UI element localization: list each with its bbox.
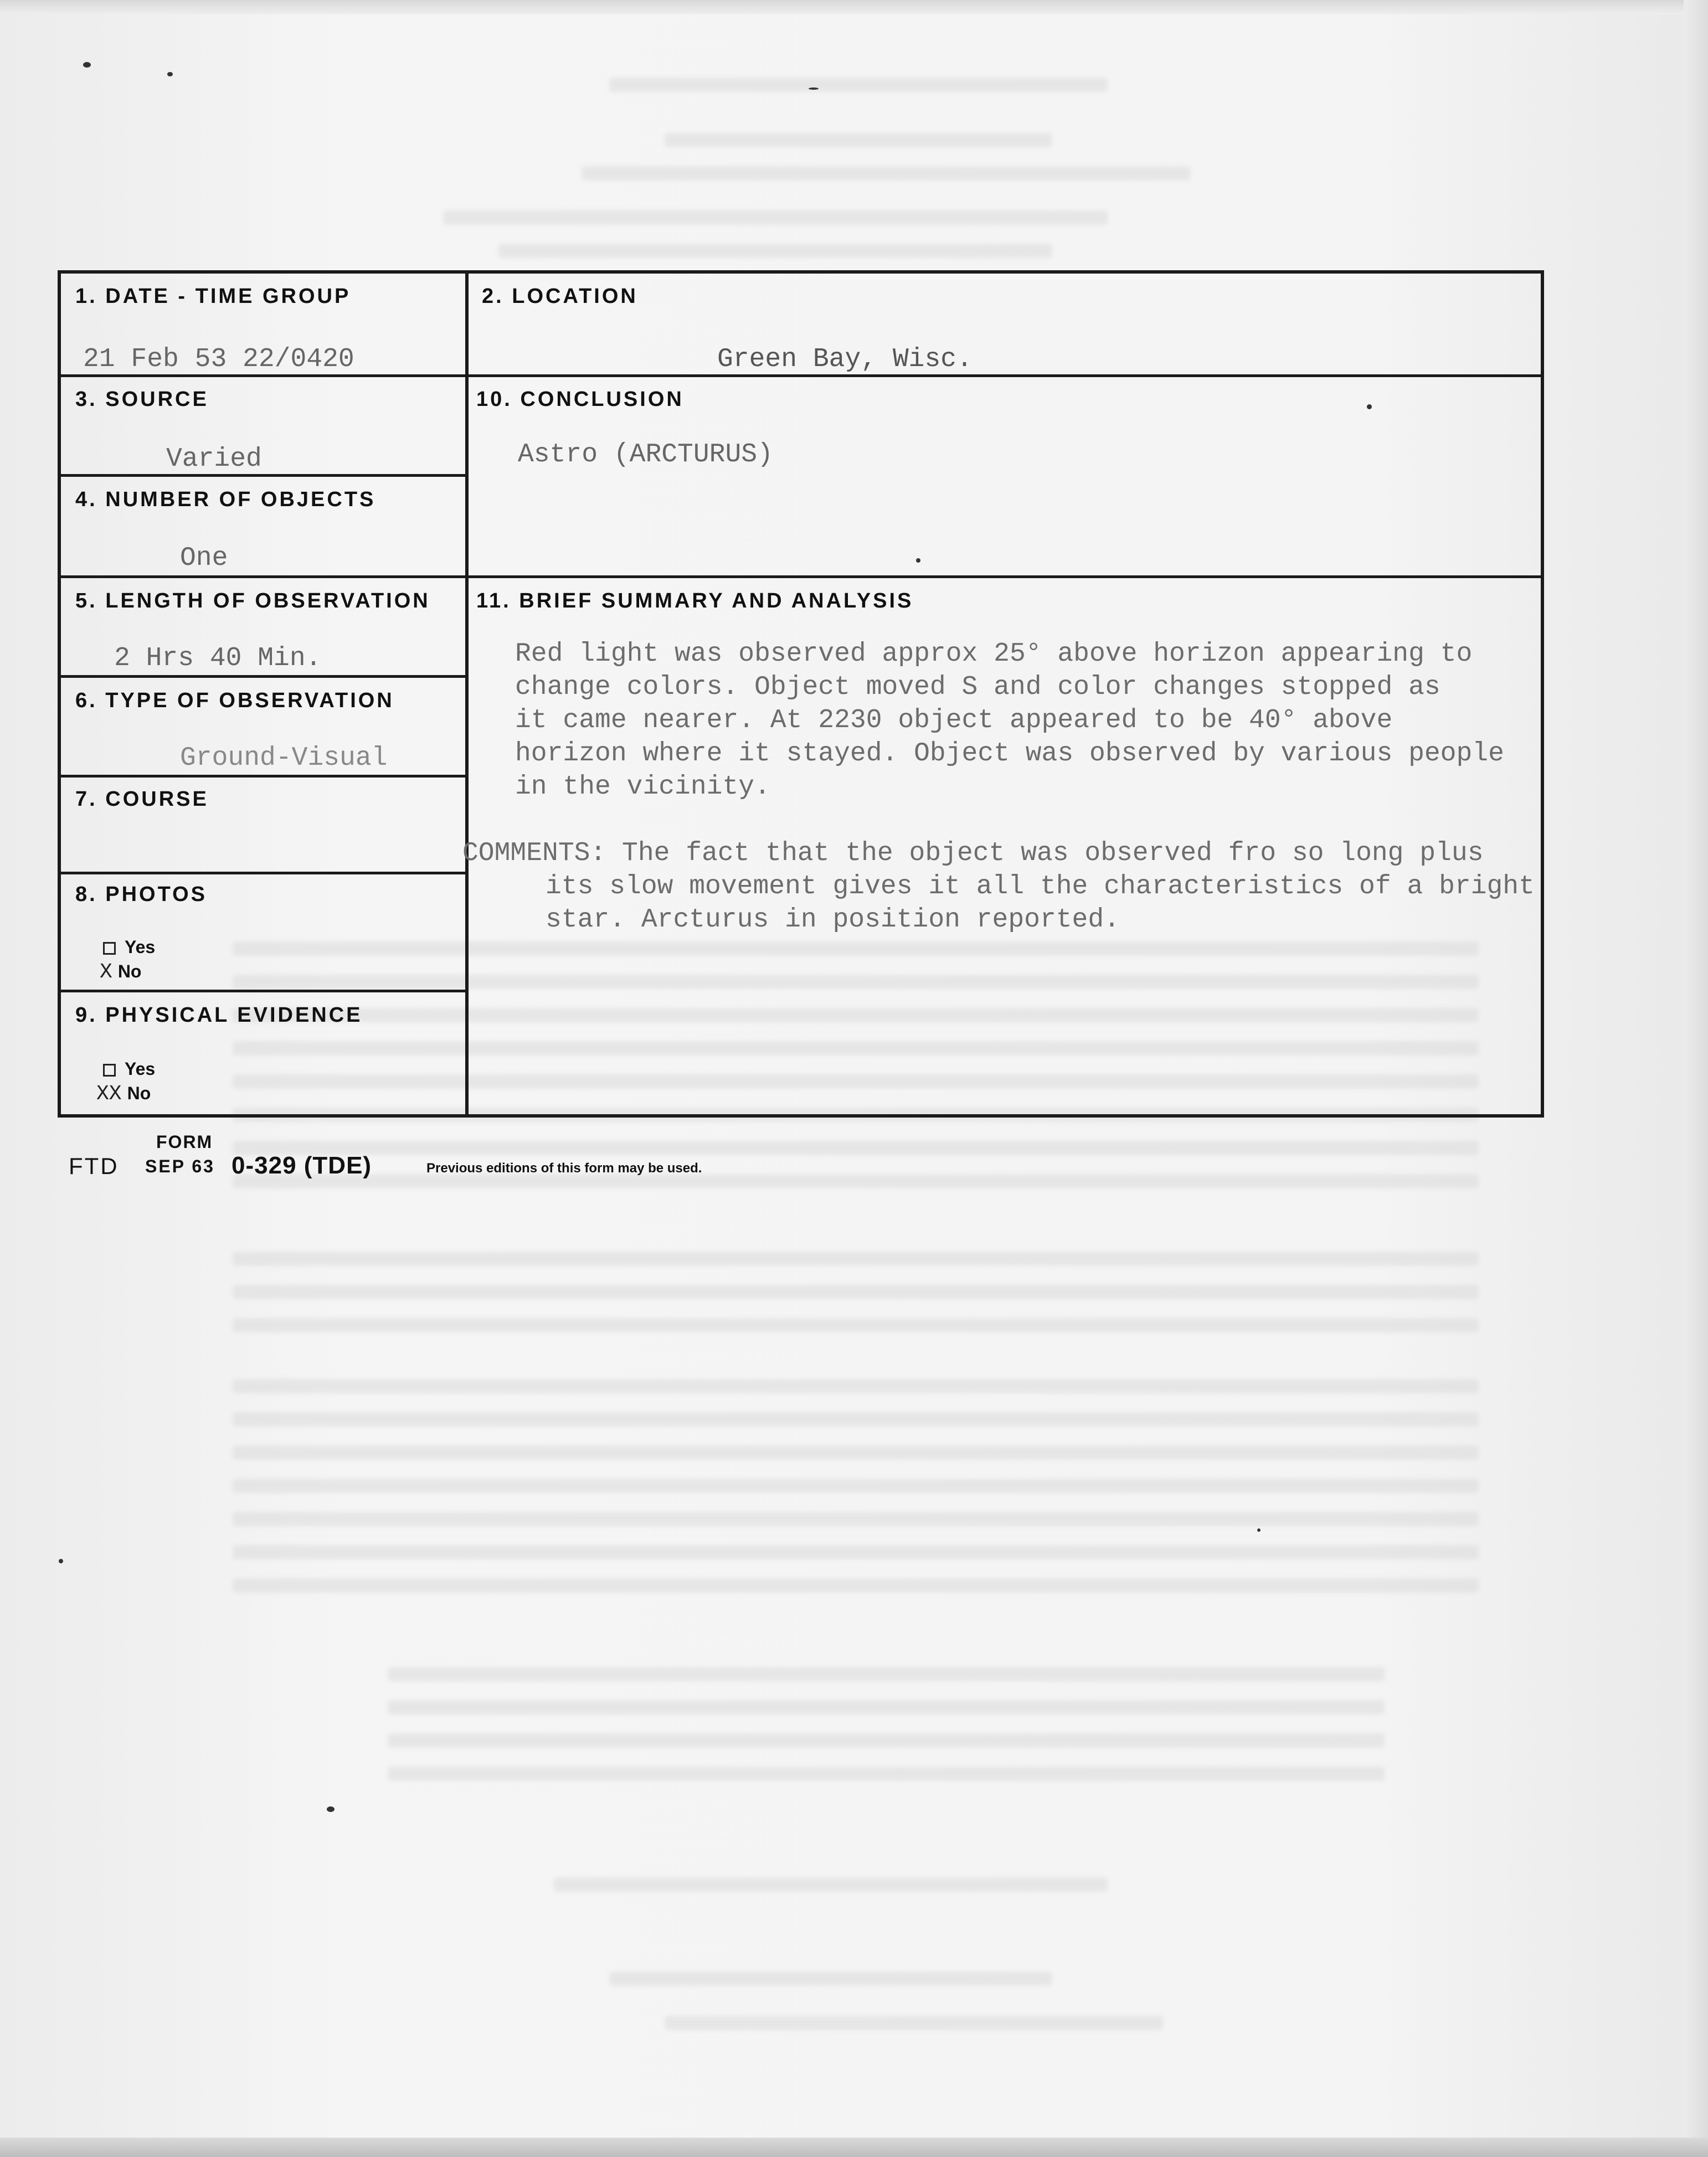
physical-evidence-no-option (96, 1082, 151, 1106)
photos-yes-option (103, 937, 155, 957)
physical-evidence-yes-checkbox (103, 1064, 116, 1077)
scan-bottom-edge (0, 2138, 1708, 2157)
row-divider (61, 872, 465, 874)
physical-evidence-label: 9. PHYSICAL EVIDENCE (75, 1003, 363, 1027)
summary-line: change colors. Object moved S and color changes stopped as (515, 672, 1441, 702)
row-divider (61, 374, 1541, 377)
physical-evidence-no-mark: XX (96, 1082, 122, 1106)
summary-line: it came nearer. At 2230 object appeared to be 40° above (515, 706, 1393, 735)
course-label: 7. COURSE (75, 787, 209, 811)
physical-evidence-yes-label: Yes (125, 1059, 156, 1079)
scan-top-edge (0, 0, 1708, 14)
location-value: Green Bay, Wisc. (717, 344, 973, 374)
footer-form-prefix: FTD (69, 1153, 119, 1179)
summary-line: horizon where it stayed. Object was observed by various people (515, 739, 1504, 769)
dust-speck (1257, 1528, 1261, 1532)
footer-note: Previous editions of this form may be used. (426, 1161, 702, 1176)
conclusion-label: 10. CONCLUSION (476, 388, 684, 411)
photos-no-option (100, 960, 141, 984)
footer-form-date: SEP 63 (145, 1156, 215, 1176)
length-of-observation-value: 2 Hrs 40 Min. (114, 644, 322, 673)
photos-yes-label: Yes (125, 937, 156, 957)
row-divider (61, 474, 465, 477)
scan-right-edge (1684, 0, 1708, 2157)
dust-speck (809, 87, 819, 90)
summary-line: in the vicinity. (515, 772, 770, 802)
source-value: Varied (166, 444, 262, 474)
row-divider (61, 675, 465, 678)
comments-line: COMMENTS: The fact that the object was observed fro so long plus (462, 838, 1484, 868)
date-time-value: 21 Feb 53 22/0420 (83, 344, 354, 374)
length-of-observation-label: 5. LENGTH OF OBSERVATION (75, 589, 430, 612)
location-label: 2. LOCATION (482, 285, 638, 308)
photos-no-mark: X (100, 960, 112, 984)
project-record-card (58, 270, 1544, 1118)
footer-form-number: 0-329 (TDE) (231, 1152, 372, 1179)
source-label: 3. SOURCE (75, 388, 209, 411)
number-of-objects-label: 4. NUMBER OF OBJECTS (75, 488, 376, 511)
column-divider (465, 274, 469, 1114)
row-divider (61, 990, 465, 992)
type-of-observation-value: Ground-Visual (180, 743, 388, 773)
photos-no-label: No (117, 961, 142, 981)
dust-speck (83, 62, 91, 68)
conclusion-value: Astro (ARCTURUS) (518, 440, 773, 470)
row-divider (61, 575, 1541, 578)
type-of-observation-label: 6. TYPE OF OBSERVATION (75, 689, 394, 712)
comments-line: star. Arcturus in position reported. (546, 905, 1120, 935)
physical-evidence-yes-option (103, 1059, 155, 1079)
dust-speck (167, 72, 173, 76)
summary-line: Red light was observed approx 25° above horizon appearing to (515, 639, 1473, 669)
footer-form-word: FORM (156, 1132, 213, 1152)
photos-label: 8. PHOTOS (75, 883, 208, 906)
dust-speck (327, 1806, 335, 1812)
comments-line: its slow movement gives it all the characteristics of a bright (546, 872, 1535, 902)
photos-yes-checkbox (103, 942, 116, 955)
summary-label: 11. BRIEF SUMMARY AND ANALYSIS (476, 589, 914, 612)
dust-speck (59, 1559, 63, 1563)
physical-evidence-no-label: No (127, 1083, 151, 1103)
row-divider (61, 775, 465, 778)
number-of-objects-value: One (180, 543, 228, 573)
date-time-label: 1. DATE - TIME GROUP (75, 285, 351, 308)
